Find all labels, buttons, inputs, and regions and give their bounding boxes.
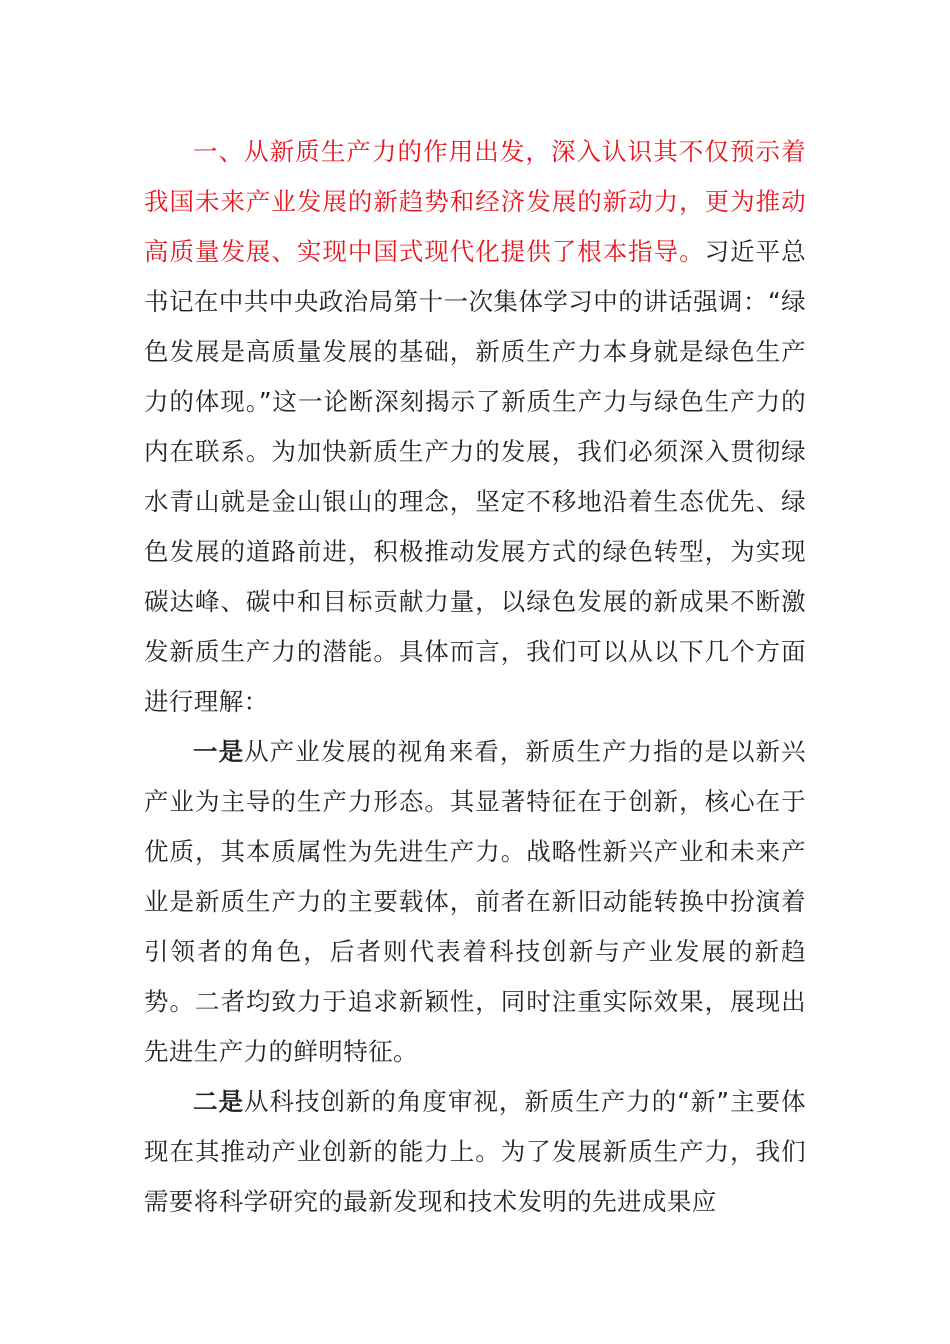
point-lead-2: 二是 — [193, 1087, 244, 1116]
document-body — [144, 127, 806, 1227]
section-heading: 一、从新质生产力的作用出发，深入认识其不仅预示着我国未来产业发展的新趋势和经济发展的新动力，更为推动高质量发展、实现中国式现代化提供了根本指导。 — [144, 137, 806, 266]
paragraph-3 — [144, 1077, 806, 1227]
paragraph-2-text: 从产业发展的视角来看，新质生产力指的是以新兴产业为主导的生产力形态。其显著特征在于创新，核心在于优质，其本质属性为先进生产力。战略性新兴产业和未来产业是新质生产力的主要载体，前者在新旧动能转换中扮演着引领者的角色，后者则代表着科技创新与产业发展的新趋势。二者均致力于追求新颖性，同时注重实际效果，展现出先进生产力的鲜明特征。 — [144, 737, 806, 1066]
paragraph-1-text: 习近平总书记在中共中央政治局第十一次集体学习中的讲话强调：“绿色发展是高质量发展的基础，新质生产力本身就是绿色生产力的体现。”这一论断深刻揭示了新质生产力与绿色生产力的内在联系。为加快新质生产力的发展，我们必须深入贯彻绿水青山就是金山银山的理念，坚定不移地沿着生态优先、绿色发展的道路前进，积极推动发展方式的绿色转型，为实现碳达峰、碳中和目标贡献力量，以绿色发展的新成果不断激发新质生产力的潜能。具体而言，我们可以从以下几个方面进行理解： — [144, 237, 806, 716]
paragraph-3-text: 从科技创新的角度审视，新质生产力的“新”主要体现在其推动产业创新的能力上。为了发展新质生产力，我们需要将科学研究的最新发现和技术发明的先进成果应 — [144, 1087, 806, 1216]
paragraph-1 — [144, 127, 806, 727]
point-lead-1: 一是 — [193, 737, 245, 766]
paragraph-2 — [144, 727, 806, 1077]
